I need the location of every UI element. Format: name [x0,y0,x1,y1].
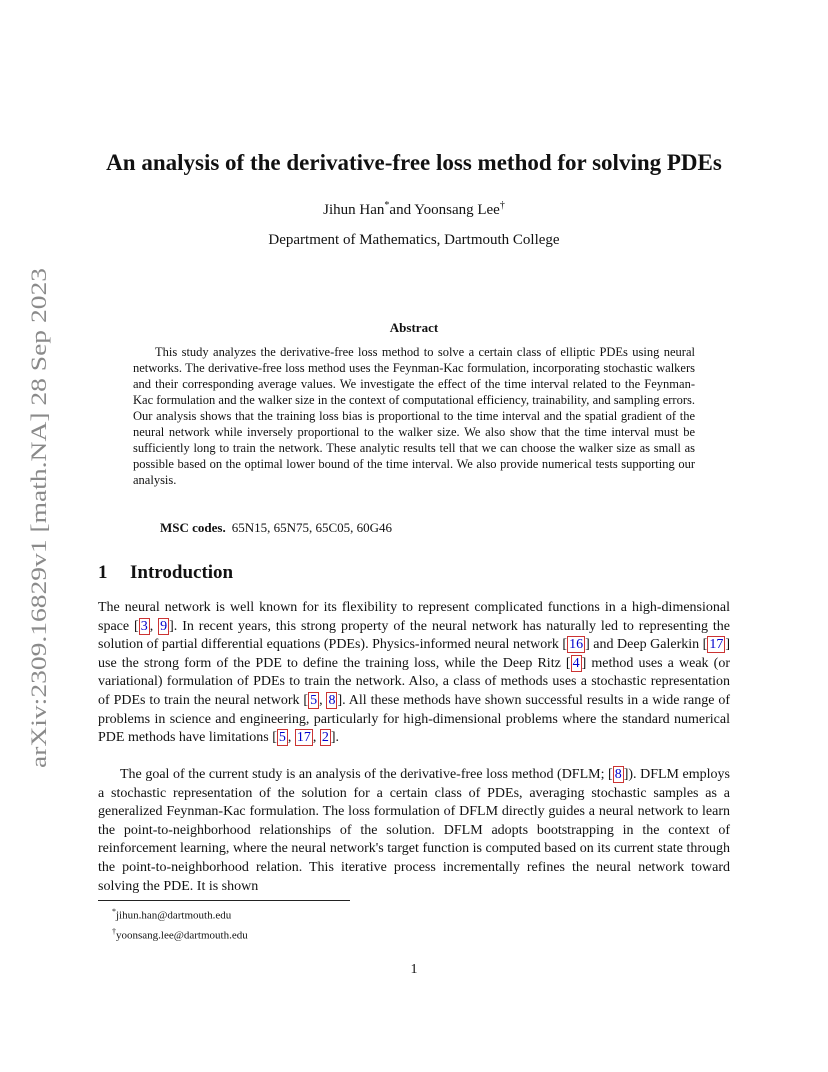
citation-link[interactable]: 17 [709,637,724,653]
citation-link[interactable]: 2 [321,730,329,746]
text-run: ]. In recent years, this strong property of the neural network has naturally led to representing the solution of partial differential equations (PDEs). Physics-informed neural network [ [98,618,731,653]
citation-link[interactable]: 4 [572,655,580,671]
text-run: ]. All these methods have shown successful results in a wide range of problems in science and engineering, particularly for high-dimensional problems where the standard numerical PDE methods have limitations [ [98,692,730,746]
msc-codes [160,520,392,536]
citation-link[interactable]: 17 [296,730,311,746]
footnote-1-email: jihun.han@dartmouth.edu [116,909,232,922]
arxiv-stamp-text: arXiv:2309.16829v1 [math.NA] 28 Sep 2023 [26,368,51,768]
footnote-1-mark: * [112,907,116,916]
author-line [0,200,828,219]
abstract-body: This study analyzes the derivative-free loss method to solve a certain class of elliptic PDEs using neural networks. The derivative-free loss method uses the Feynman-Kac formulation, incorporating stochastic walkers and their corresponding average values. We investigate the effect of the time interval related to the Feynman-Kac formulation and the walker size in the context of computational efficiency, trainability, and sampling errors. Our analysis shows that the training loss bias is proportional to the time interval and the spatial gradient of the neural network while inversely proportional to the walker size. We also show that the time interval must be sufficiently long to train the network. These analytic results tell that we can choose the walker size as small as possible based on the optimal lower bound of the time interval. We also provide numerical tests supporting our analysis. [133,345,695,487]
footnote-2-email: yoonsang.lee@dartmouth.edu [116,929,248,942]
author-2-mark: † [499,200,505,211]
text-run: ]). DFLM employs a stochastic representation of the solution for a certain class of PDEs, averaging stochastic samples as a generalized Feynman-Kac formulation. The loss formulation of DFLM directly guides a neural network to learn the point-to-neighborhood relationships of the solution. DFLM adopts bootstrapping in the context of reinforcement learning, where the neural network's target function is computed based on its current state through the point-to-neighborhood relation. This iterative process incrementally refines the neural network toward solving the PDE. It is shown [98,767,731,894]
citation-link[interactable]: 5 [278,730,286,746]
text-run: The neural network is well known for its flexibility to represent complicated functions in a high-dimensional space [ [98,600,730,634]
footnote-2-mark: † [112,926,116,936]
footnote-1 [112,904,248,924]
msc-label: MSC codes. [160,520,226,535]
citation-link[interactable]: 3 [140,618,148,634]
text-run: ] use the strong form of the PDE to define the training loss, while the Deep Ritz [ [98,637,730,671]
citation-link[interactable]: 8 [328,692,336,708]
citation-link[interactable]: 8 [614,767,622,782]
intro-paragraph-1 [98,599,730,748]
page-number: 1 [410,962,418,977]
citation-link[interactable]: 5 [310,692,318,708]
author-connector: and Yoonsang Lee [389,202,500,218]
text-run: ] and Deep Galerkin [ [585,637,708,653]
intro-paragraph-2 [98,766,730,896]
text-run: , [149,618,159,634]
text-run: ]. [330,730,340,746]
text-run: The goal of the current study is an analysis of the derivative-free loss method (DFLM; [ [120,767,613,782]
text-run: , [312,730,320,746]
text-run: , [319,692,327,708]
citation-link[interactable]: 16 [569,637,584,653]
section-number: 1 [98,562,108,583]
footnotes [112,904,248,943]
citation-link[interactable]: 9 [160,618,168,634]
msc-values: 65N15, 65N75, 65C05, 60G46 [231,520,393,535]
abstract-heading: Abstract [389,320,439,335]
author-1: Jihun Han [323,202,385,218]
text-run: , [287,730,295,746]
footnote-divider [98,900,350,901]
paper-title: An analysis of the derivative-free loss method for solving PDEs [106,150,722,175]
affiliation: Department of Mathematics, Dartmouth College [268,232,560,248]
arxiv-side-stamp [27,268,49,768]
section-heading [98,562,233,584]
section-title: Introduction [130,562,234,583]
author-1-mark: * [384,200,390,211]
text-run: ] method uses a weak (or variational) formulation of PDEs to train the network. Also, a class of methods uses a stochastic representation of PDEs to train the neural network [ [98,655,730,708]
footnote-2 [112,924,248,944]
